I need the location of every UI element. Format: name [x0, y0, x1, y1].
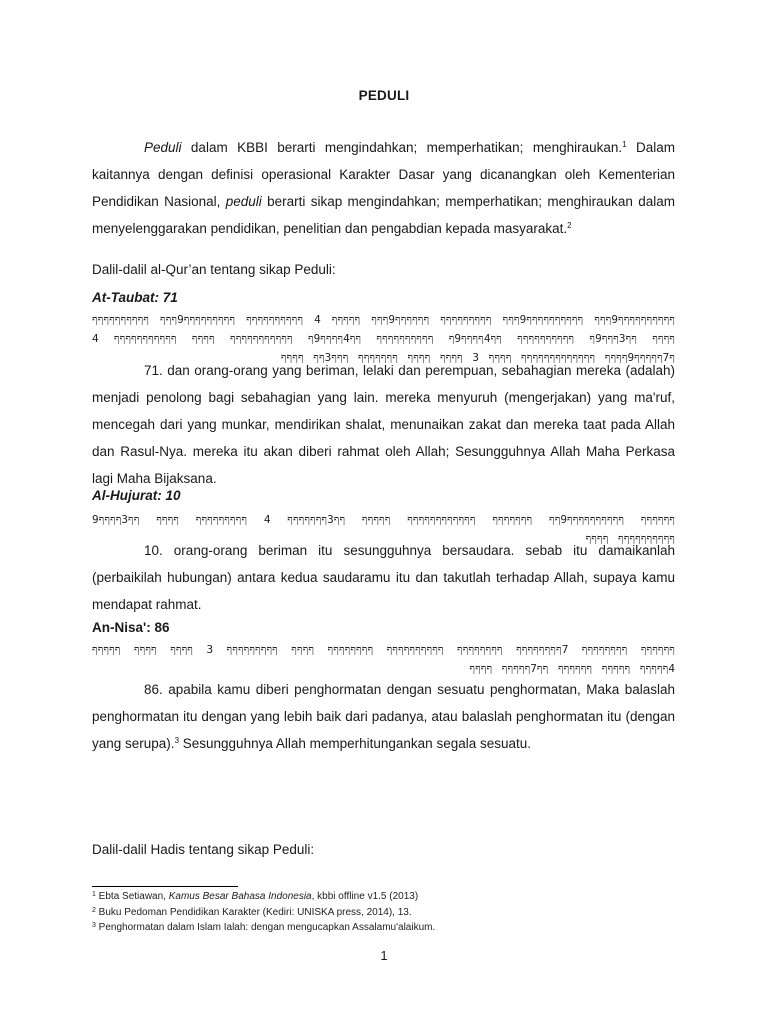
footnote-text: , kbbi offline v1.5 (2013) — [311, 891, 419, 902]
page-title: PEDULI — [358, 88, 410, 103]
hadis-section-heading: Dalil-dalil Hadis tentang sikap Peduli: — [92, 842, 315, 857]
footnote-ref-3[interactable]: 3 — [174, 736, 180, 745]
verse-number: 10. — [144, 543, 163, 558]
arabic-verse-al-hujurat: ףףףףףף ףףףףףףףףףף9ףף ףףףףףףף ףףףףףףףףףףףף ףףףףף ףף3ףףףףףףף 4 ףףףףףףףףף ףףףף ףף3ףףףף9 ףףףףףףףףףף ףףףף — [92, 513, 675, 545]
footnote-ref-1[interactable]: 1 — [622, 140, 627, 149]
arabic-verse-at-taubat: ףףףףףףףףףף9ףףף ףףףףףףףףףף9ףףף ףףףףףףףףף ףףףףףף9ףףף ףףףףף 4 ףףףףףףףףףף ףףףףףףףףף9ףףף ףףףףףףףףףף ףףףף ףף3ףףף9ף ףףףףףףףףףף ףף4ףףףף9ף ףףףףףףףףףף ףף4ףףףף9ף ףףףףףףףףףףף ףףףף ףףףףףףףףףףף 4 ף7ףףףףף9ףףףף ףףףףףףףףףףףףף ףףףף 3 ףףףף ףףףף ףףףףףףף ףףף3ףף ףףףף — [92, 313, 675, 364]
translation-an-nisa — [92, 676, 675, 757]
translation-text: dan orang-orang yang beriman, lelaki dan perempuan, sebahagian mereka (adalah) menjadi penolong bagi sebahagian yang lain. mereka menyuruh (mengerjakan) yang ma'ruf, mencegah dari yang munkar, mendirikan shalat, menunaikan zakat dan mereka taat pada Allah dan Rasul-Nya. mereka itu akan diberi rahmat oleh Allah; Sesungguhnya Allah Maha Perkasa lagi Maha Bijaksana. — [92, 363, 675, 486]
surah-heading-al-hujurat: Al-Hujurat: 10 — [92, 488, 181, 503]
verse-number: 86. — [144, 682, 163, 697]
footnote-1 — [92, 890, 418, 903]
intro-text-1: dalam KBBI berarti mengindahkan; memperhatikan; menghiraukan. — [181, 140, 623, 155]
footnote-number: 2 — [92, 907, 96, 914]
intro-paragraph — [92, 134, 675, 242]
translation-text: apabila kamu diberi penghormatan dengan sesuatu penghormatan, Maka balaslah penghormatan itu dengan yang lebih baik dari padanya, atau balaslah penghormatan itu (dengan yang serupa). — [92, 682, 675, 751]
verse-number: 71. — [144, 363, 163, 378]
footnote-ref-2[interactable]: 2 — [567, 221, 572, 230]
footnote-number: 3 — [92, 922, 96, 929]
footnote-text: Ebta Setiawan, — [95, 891, 169, 902]
translation-text: orang-orang beriman itu sesungguhnya bersaudara. sebab itu damaikanlah (perbaikilah hubungan) antara kedua saudaramu itu dan takutlah terhadap Allah, supaya kamu mendapat rahmat. — [92, 543, 675, 612]
quran-section-heading: Dalil-dalil al-Qur’an tentang sikap Peduli: — [92, 262, 336, 277]
surah-heading-at-taubat: At-Taubat: 71 — [92, 290, 178, 305]
intro-text-2: Dalam kaitannya dengan definisi operasional Karakter Dasar yang dicanangkan oleh Kementerian Pendidikan Nasional, — [92, 140, 675, 209]
translation-text-end: Sesungguhnya Allah memperhitungankan segala sesuatu. — [179, 736, 532, 751]
footnote-2 — [92, 906, 412, 919]
page-number: 1 — [380, 948, 388, 963]
footnote-text: Penghormatan dalam Islam Ialah: dengan mengucapkan Assalamu'alaikum. — [95, 922, 436, 933]
term-peduli-lower: peduli — [225, 194, 262, 209]
footnote-book-title: Kamus Besar Bahasa Indonesia — [168, 891, 312, 902]
footnote-text: Buku Pedoman Pendidikan Karakter (Kediri: UNISKA press, 2014), 13. — [95, 907, 412, 918]
arabic-verse-an-nisa: ףףףףףף ףףףףףףףף 7ףףףףףףףף ףףףףףףףף ףףףףףףףףףף ףףףףףףףף ףףףף ףףףףףףףףף 3 ףףףף ףףףף ףףףףף 4ףףףףף ףףףףף ףףףףףף ףף7ףףףףף ףףףף — [92, 643, 675, 675]
footnote-divider — [92, 886, 238, 887]
translation-al-hujurat — [92, 537, 675, 618]
intro-text-3: berarti sikap mengindahkan; memperhatikan; menghiraukan dalam menyelenggarakan pendidikan, penelitian dan pengabdian kepada masyarakat. — [92, 194, 675, 236]
term-peduli: Peduli — [144, 140, 182, 155]
surah-heading-an-nisa: An-Nisa': 86 — [92, 620, 170, 635]
footnote-3 — [92, 921, 435, 934]
translation-at-taubat — [92, 357, 675, 492]
footnote-number: 1 — [92, 891, 96, 898]
